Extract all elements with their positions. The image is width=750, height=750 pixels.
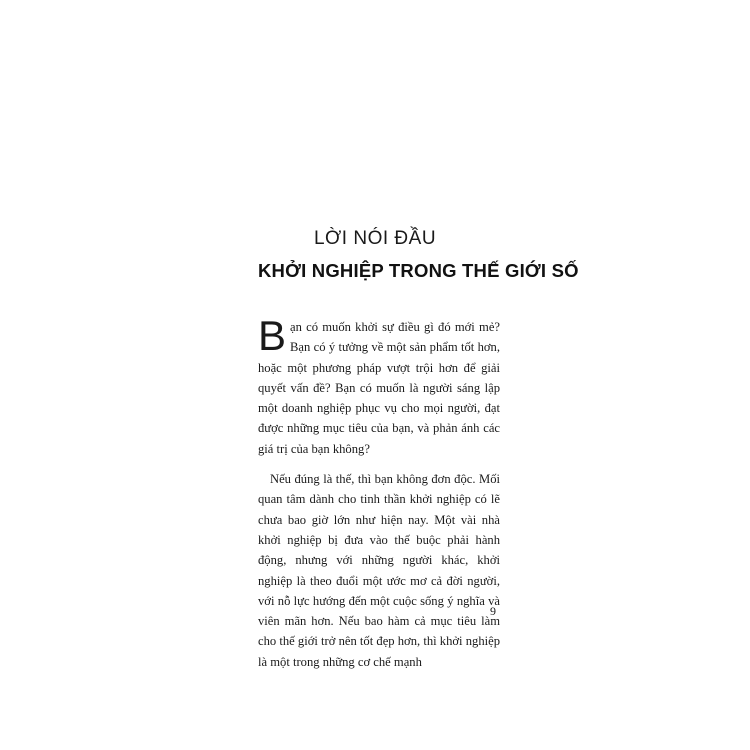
paragraph-1 <box>258 312 500 459</box>
chapter-title: KHỞI NGHIỆP TRONG THẾ GIỚI SỐ <box>258 260 579 281</box>
chapter-kicker: LỜI NÓI ĐẦU <box>313 228 437 249</box>
paragraph-1-text: ạn có muốn khởi sự điều gì đó mới mẻ? Bạn có ý tưởng về một sản phẩm tốt hơn, hoặc một phương pháp vượt trội hơn để giải quyết vấn đề? Bạn có muốn là người sáng lập một doanh nghiệp phục vụ cho mọi người, đạt được những mục tiêu của bạn, và phản ánh các giá trị của bạn không? <box>258 320 500 456</box>
paragraph-2: Nếu đúng là thế, thì bạn không đơn độc. Mối quan tâm dành cho tinh thần khởi nghiệp có lẽ chưa bao giờ lớn như hiện nay. Một vài nhà khởi nghiệp bị đưa vào thế buộc phải hành động, nhưng với những người khác, khởi nghiệp là theo đuổi một ước mơ cả đời người, với nỗ lực hướng đến một cuộc sống ý nghĩa và viên mãn hơn. Nếu bao hàm cả mục tiêu làm cho thế giới trở nên tốt đẹp hơn, thì khởi nghiệp là một trong những cơ chế mạnh <box>258 472 500 669</box>
page-number: 9 <box>490 604 496 618</box>
drop-cap: B <box>258 312 287 359</box>
body-text <box>258 312 500 672</box>
